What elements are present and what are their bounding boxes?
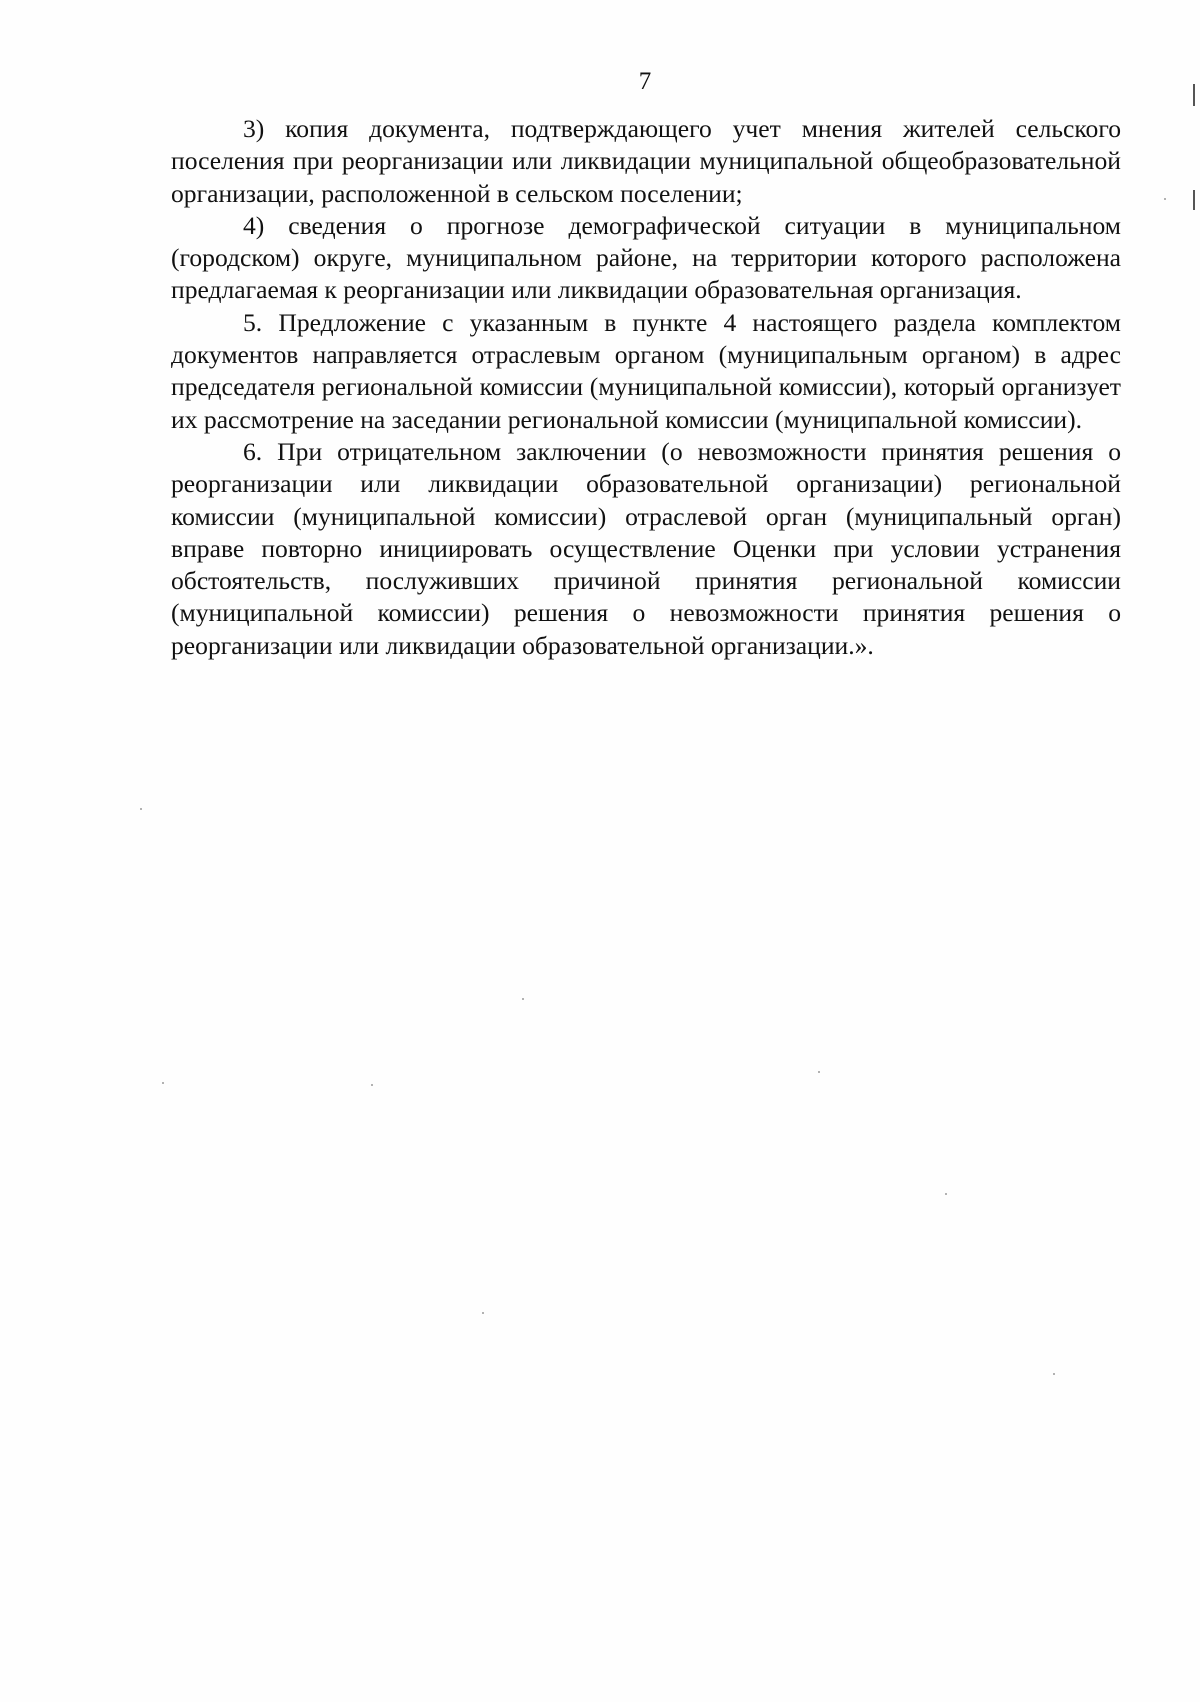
scan-edge-mark bbox=[1193, 190, 1195, 210]
paragraph-item-4: 4) сведения о прогнозе демографической ситуации в муниципальном (городском) округе, муниципальном районе, на территории которого расположена предлагаемая к реорганизации или ликвидации образовательная организация. bbox=[171, 210, 1121, 305]
scan-speck bbox=[371, 1084, 373, 1086]
scan-speck bbox=[482, 1312, 484, 1314]
page-number: 7 bbox=[638, 68, 652, 95]
paragraph-section-6: 6. При отрицательном заключении (о невозможности принятия решения о реорганизации или ликвидации образовательной организации) региональной комиссии (муниципальной комиссии) отраслевой орган (муниципальный орган) вправе повторно инициировать осуществление Оценки при условии устранения обстоятельств, послуживших причиной принятия региональной комиссии (муниципальной комиссии) решения о невозможности принятия решения о реорганизации или ликвидации образовательной организации.». bbox=[171, 436, 1121, 660]
paragraph-section-5: 5. Предложение с указанным в пункте 4 настоящего раздела комплектом документов направляется отраслевым органом (муниципальным органом) в адрес председателя региональной комиссии (муниципальной комиссии), который организует их рассмотрение на заседании региональной комиссии (муниципальной комиссии). bbox=[171, 307, 1121, 434]
scan-speck bbox=[945, 1193, 947, 1195]
scan-speck bbox=[818, 1071, 820, 1073]
paragraph-item-3: 3) копия документа, подтверждающего учет мнения жителей сельского поселения при реорганизации или ликвидации муниципальной общеобразовательной организации, расположенной в сельском поселении; bbox=[171, 114, 1121, 208]
document-body bbox=[171, 113, 1121, 662]
scan-speck bbox=[140, 808, 142, 810]
scan-speck bbox=[162, 1082, 164, 1084]
scan-speck bbox=[1053, 1373, 1055, 1375]
scan-edge-mark bbox=[1193, 84, 1195, 106]
scan-speck bbox=[522, 998, 524, 1000]
scan-speck bbox=[1164, 198, 1166, 200]
